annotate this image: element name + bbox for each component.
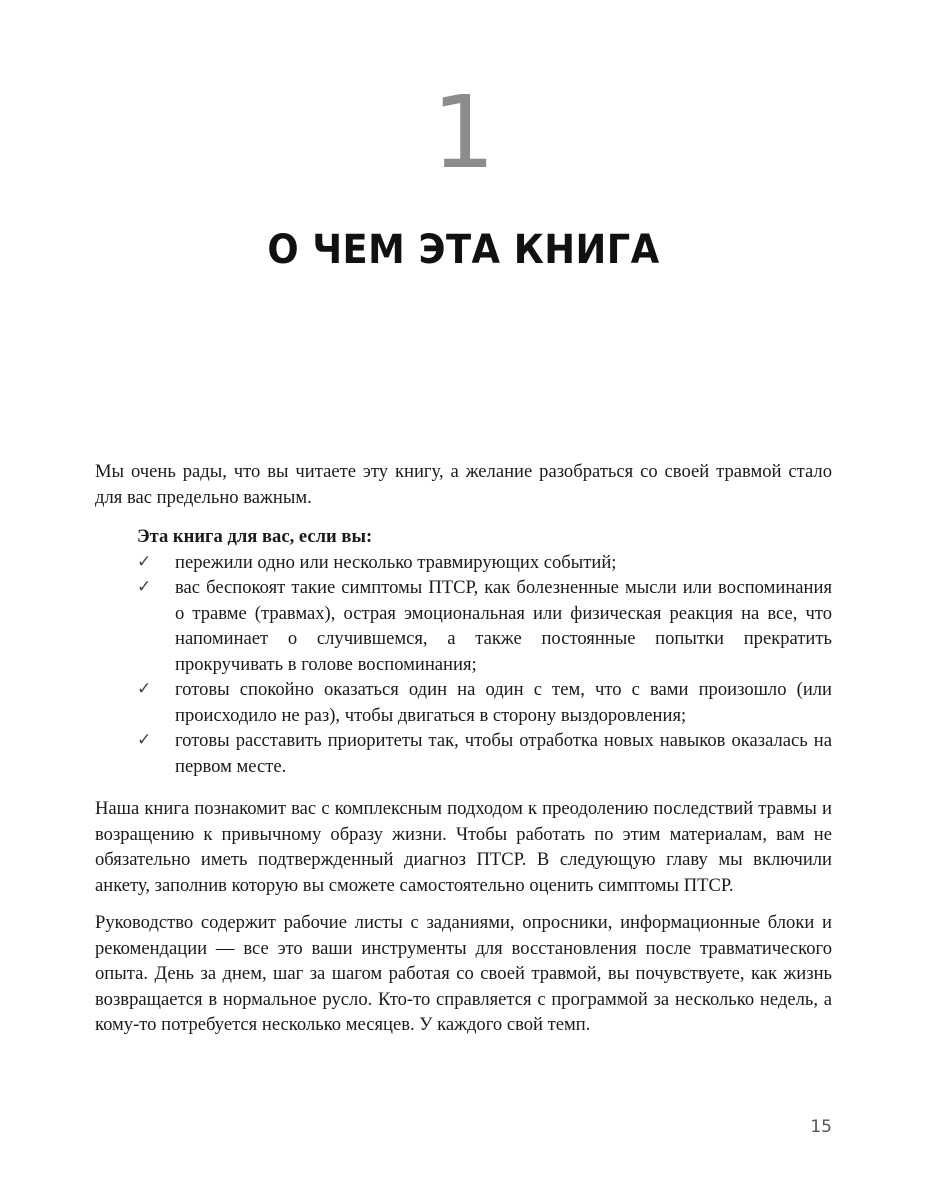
- checklist-item: [95, 550, 832, 576]
- paragraph-text: Руководство содержит рабочие листы с заданиями, опросники, информационные блоки и рекомендации — все это ваши инструменты для восстановления после травматического опыта. День за днем, шаг за шагом работая со своей травмой, вы почувствуете, как жизнь возвращается в нормальное русло. Кто-то справляется с программой за несколько недель, а кому-то потребуется несколько месяцев. У каждого свой темп.: [95, 912, 832, 1035]
- body-paragraph: [95, 796, 832, 898]
- checklist-item-text: пережили одно или несколько травмирующих событий;: [175, 551, 617, 573]
- chapter-number: 1: [431, 74, 496, 191]
- checklist-item-text: готовы расставить приоритеты так, чтобы отработка новых навыков оказалась на первом месте.: [175, 730, 832, 777]
- checklist-item: [95, 677, 832, 728]
- checklist-item: [95, 728, 832, 779]
- audience-checklist: [95, 524, 832, 779]
- checklist-item: [95, 575, 832, 677]
- checkmark-icon: ✓: [137, 551, 152, 572]
- chapter-title: О ЧЕМ ЭТА КНИГА: [267, 227, 660, 273]
- intro-text: Мы очень рады, что вы читаете эту книгу, а желание разобраться со своей травмой стало для вас предельно важным.: [95, 461, 832, 508]
- page-number: 15: [810, 1117, 832, 1137]
- checkmark-icon: ✓: [137, 730, 152, 750]
- checkmark-icon: ✓: [137, 577, 152, 597]
- checklist-item-text: вас беспокоят такие симптомы ПТСР, как болезненные мысли или воспоминания о травме (травмах), острая эмоциональная или физическая реакция на все, что напоминает о случившемся, а также постоянные попытки прекратить прокручивать в голове воспоминания;: [175, 577, 832, 675]
- paragraph-text: Наша книга познакомит вас с комплексным подходом к преодолению последствий травмы и возращению к привычному образу жизни. Чтобы работать по этим материалам, вам не обязательно иметь подтвержденный диагноз ПТСР. В следующую главу мы включили анкету, заполнив которую вы сможете самостоятельно оценить симптомы ПТСР.: [95, 798, 832, 896]
- body-paragraph: [95, 910, 832, 1038]
- intro-paragraph: [95, 459, 832, 510]
- checklist-heading: Эта книга для вас, если вы:: [137, 526, 373, 547]
- checklist-item-text: готовы спокойно оказаться один на один с тем, что с вами произошло (или происходило не раз), чтобы двигаться в сторону выздоровления;: [175, 679, 832, 726]
- checklist: [95, 550, 832, 780]
- checkmark-icon: ✓: [137, 679, 152, 699]
